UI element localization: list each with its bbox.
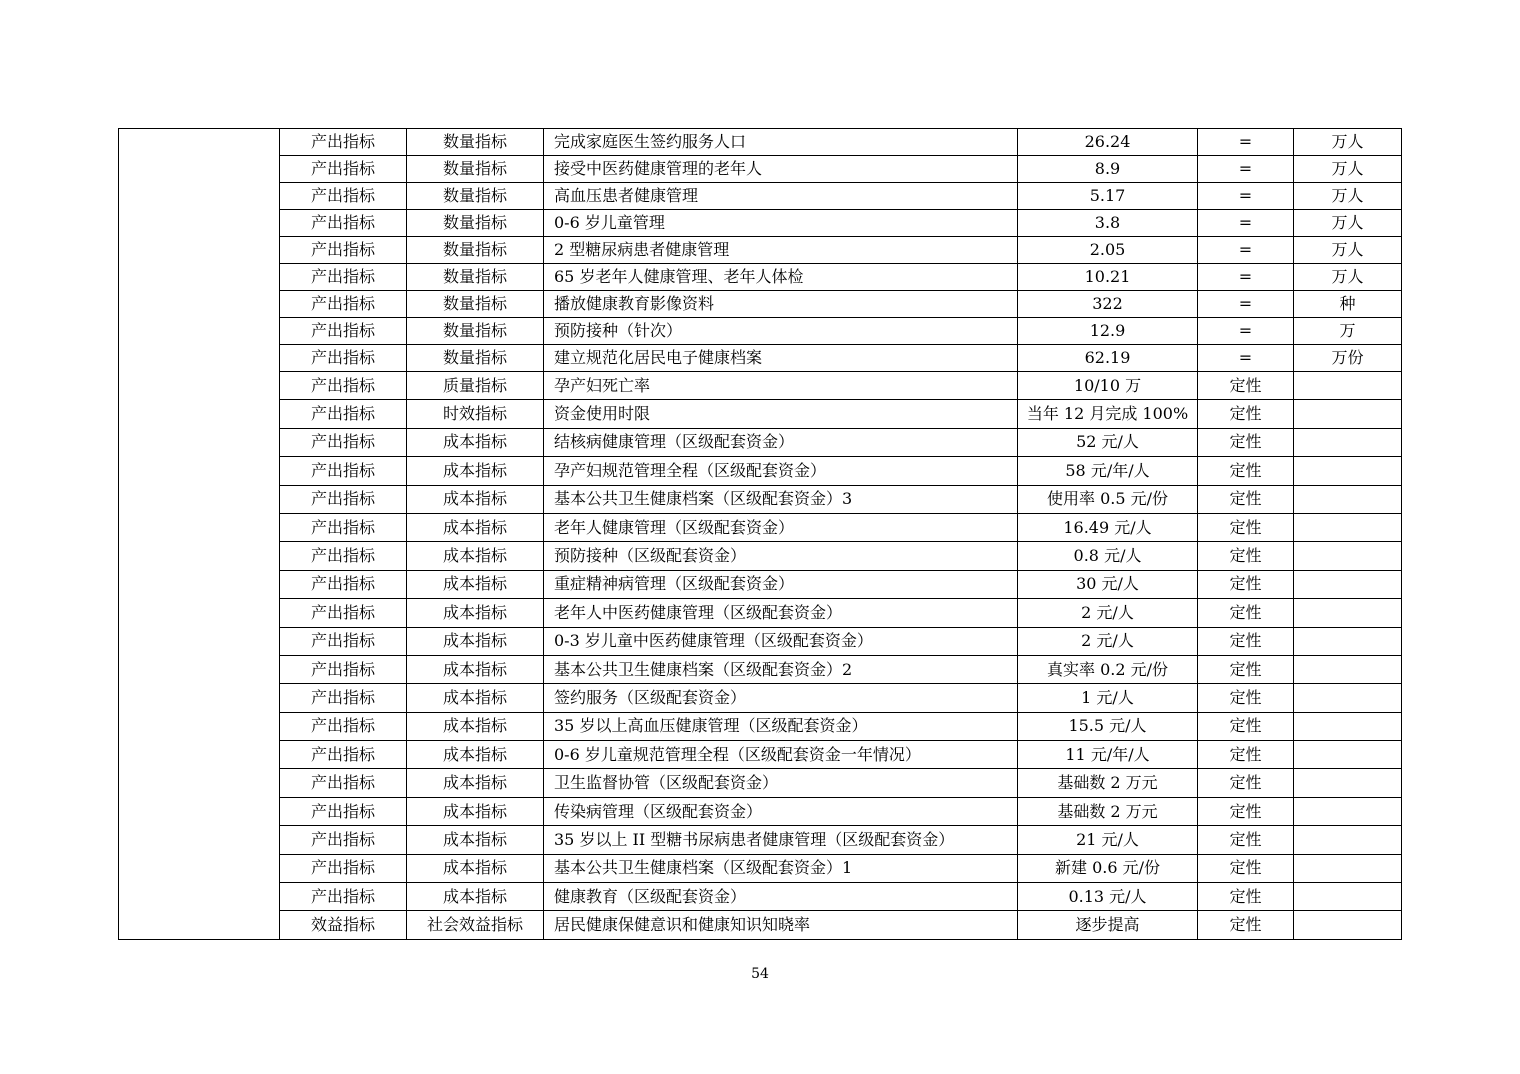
unit-cell bbox=[1294, 883, 1402, 911]
table-row bbox=[119, 318, 1402, 345]
level1-cell: 产出指标 bbox=[280, 741, 407, 769]
indicator-cell: 孕产妇死亡率 bbox=[544, 372, 1018, 400]
indicator-cell: 播放健康教育影像资料 bbox=[544, 291, 1018, 318]
indicator-cell: 结核病健康管理（区级配套资金） bbox=[544, 428, 1018, 456]
indicator-cell: 孕产妇规范管理全程（区级配套资金） bbox=[544, 457, 1018, 485]
level2-cell: 数量指标 bbox=[407, 291, 544, 318]
operator-cell: = bbox=[1198, 291, 1294, 318]
level1-cell: 产出指标 bbox=[280, 156, 407, 183]
operator-cell: = bbox=[1198, 264, 1294, 291]
table-row bbox=[119, 712, 1402, 740]
indicator-cell: 35 岁以上高血压健康管理（区级配套资金） bbox=[544, 712, 1018, 740]
level2-cell: 成本指标 bbox=[407, 655, 544, 683]
level1-cell: 产出指标 bbox=[280, 237, 407, 264]
operator-cell: 定性 bbox=[1198, 741, 1294, 769]
indicator-cell: 老年人健康管理（区级配套资金） bbox=[544, 513, 1018, 541]
level1-cell: 产出指标 bbox=[280, 428, 407, 456]
value-cell: 10.21 bbox=[1018, 264, 1198, 291]
operator-cell: = bbox=[1198, 183, 1294, 210]
value-cell: 使用率 0.5 元/份 bbox=[1018, 485, 1198, 513]
level2-cell: 成本指标 bbox=[407, 826, 544, 854]
table-row bbox=[119, 627, 1402, 655]
indicator-cell: 老年人中医药健康管理（区级配套资金） bbox=[544, 599, 1018, 627]
table-row bbox=[119, 485, 1402, 513]
level1-cell: 产出指标 bbox=[280, 769, 407, 797]
table-row bbox=[119, 854, 1402, 882]
unit-cell bbox=[1294, 684, 1402, 712]
indicator-cell: 完成家庭医生签约服务人口 bbox=[544, 129, 1018, 156]
level2-cell: 成本指标 bbox=[407, 570, 544, 598]
table-row bbox=[119, 210, 1402, 237]
level1-cell: 产出指标 bbox=[280, 712, 407, 740]
value-cell: 322 bbox=[1018, 291, 1198, 318]
operator-cell: = bbox=[1198, 345, 1294, 372]
table-row bbox=[119, 237, 1402, 264]
indicator-cell: 0-3 岁儿童中医药健康管理（区级配套资金） bbox=[544, 627, 1018, 655]
level2-cell: 数量指标 bbox=[407, 264, 544, 291]
level1-cell: 产出指标 bbox=[280, 183, 407, 210]
unit-cell bbox=[1294, 712, 1402, 740]
unit-cell bbox=[1294, 542, 1402, 570]
value-cell: 30 元/人 bbox=[1018, 570, 1198, 598]
level2-cell: 成本指标 bbox=[407, 513, 544, 541]
level1-cell: 产出指标 bbox=[280, 570, 407, 598]
unit-cell: 万人 bbox=[1294, 210, 1402, 237]
operator-cell: = bbox=[1198, 129, 1294, 156]
level2-cell: 成本指标 bbox=[407, 883, 544, 911]
table-row bbox=[119, 542, 1402, 570]
operator-cell: 定性 bbox=[1198, 655, 1294, 683]
level1-cell: 产出指标 bbox=[280, 797, 407, 825]
value-cell: 62.19 bbox=[1018, 345, 1198, 372]
level2-cell: 成本指标 bbox=[407, 797, 544, 825]
level2-cell: 成本指标 bbox=[407, 684, 544, 712]
level1-cell: 产出指标 bbox=[280, 129, 407, 156]
value-cell: 58 元/年/人 bbox=[1018, 457, 1198, 485]
operator-cell: 定性 bbox=[1198, 372, 1294, 400]
indicator-table-body bbox=[119, 129, 1402, 940]
table-row bbox=[119, 372, 1402, 400]
level2-cell: 成本指标 bbox=[407, 542, 544, 570]
indicator-cell: 接受中医药健康管理的老年人 bbox=[544, 156, 1018, 183]
unit-cell bbox=[1294, 769, 1402, 797]
value-cell: 5.17 bbox=[1018, 183, 1198, 210]
value-cell: 8.9 bbox=[1018, 156, 1198, 183]
level2-cell: 数量指标 bbox=[407, 210, 544, 237]
operator-cell: 定性 bbox=[1198, 684, 1294, 712]
table-row bbox=[119, 183, 1402, 210]
unit-cell: 种 bbox=[1294, 291, 1402, 318]
unit-cell bbox=[1294, 372, 1402, 400]
unit-cell: 万人 bbox=[1294, 156, 1402, 183]
level2-cell: 成本指标 bbox=[407, 769, 544, 797]
level2-cell: 质量指标 bbox=[407, 372, 544, 400]
level2-cell: 成本指标 bbox=[407, 712, 544, 740]
operator-cell: = bbox=[1198, 156, 1294, 183]
indicator-cell: 基本公共卫生健康档案（区级配套资金）1 bbox=[544, 854, 1018, 882]
level2-cell: 成本指标 bbox=[407, 457, 544, 485]
indicator-cell: 2 型糖尿病患者健康管理 bbox=[544, 237, 1018, 264]
level2-cell: 数量指标 bbox=[407, 318, 544, 345]
indicator-cell: 签约服务（区级配套资金） bbox=[544, 684, 1018, 712]
indicator-cell: 0-6 岁儿童规范管理全程（区级配套资金一年情况） bbox=[544, 741, 1018, 769]
table-row bbox=[119, 513, 1402, 541]
unit-cell: 万人 bbox=[1294, 237, 1402, 264]
operator-cell: 定性 bbox=[1198, 513, 1294, 541]
indicator-cell: 35 岁以上 II 型糖书尿病患者健康管理（区级配套资金） bbox=[544, 826, 1018, 854]
table-row bbox=[119, 156, 1402, 183]
level1-cell: 产出指标 bbox=[280, 854, 407, 882]
level2-cell: 成本指标 bbox=[407, 627, 544, 655]
level1-cell: 产出指标 bbox=[280, 513, 407, 541]
table-row bbox=[119, 345, 1402, 372]
level1-cell: 产出指标 bbox=[280, 826, 407, 854]
table-row bbox=[119, 129, 1402, 156]
value-cell: 16.49 元/人 bbox=[1018, 513, 1198, 541]
value-cell: 逐步提高 bbox=[1018, 911, 1198, 939]
operator-cell: = bbox=[1198, 318, 1294, 345]
level2-cell: 成本指标 bbox=[407, 741, 544, 769]
table-row bbox=[119, 826, 1402, 854]
indicator-table bbox=[118, 128, 1402, 940]
operator-cell: 定性 bbox=[1198, 826, 1294, 854]
table-row bbox=[119, 684, 1402, 712]
level2-cell: 成本指标 bbox=[407, 485, 544, 513]
operator-cell: 定性 bbox=[1198, 883, 1294, 911]
unit-cell bbox=[1294, 854, 1402, 882]
indicator-cell: 卫生监督协管（区级配套资金） bbox=[544, 769, 1018, 797]
operator-cell: 定性 bbox=[1198, 457, 1294, 485]
operator-cell: 定性 bbox=[1198, 911, 1294, 939]
level2-cell: 时效指标 bbox=[407, 400, 544, 428]
operator-cell: 定性 bbox=[1198, 400, 1294, 428]
level1-cell: 产出指标 bbox=[280, 655, 407, 683]
value-cell: 当年 12 月完成 100% bbox=[1018, 400, 1198, 428]
value-cell: 2 元/人 bbox=[1018, 599, 1198, 627]
unit-cell bbox=[1294, 599, 1402, 627]
operator-cell: 定性 bbox=[1198, 485, 1294, 513]
level2-cell: 成本指标 bbox=[407, 854, 544, 882]
table-row bbox=[119, 291, 1402, 318]
unit-cell bbox=[1294, 570, 1402, 598]
value-cell: 52 元/人 bbox=[1018, 428, 1198, 456]
operator-cell: = bbox=[1198, 210, 1294, 237]
value-cell: 10/10 万 bbox=[1018, 372, 1198, 400]
table-row bbox=[119, 457, 1402, 485]
table-row bbox=[119, 599, 1402, 627]
operator-cell: 定性 bbox=[1198, 570, 1294, 598]
level1-cell: 产出指标 bbox=[280, 345, 407, 372]
level1-cell: 产出指标 bbox=[280, 883, 407, 911]
value-cell: 0.13 元/人 bbox=[1018, 883, 1198, 911]
value-cell: 15.5 元/人 bbox=[1018, 712, 1198, 740]
table-row bbox=[119, 769, 1402, 797]
level1-cell: 产出指标 bbox=[280, 684, 407, 712]
indicator-cell: 预防接种（区级配套资金） bbox=[544, 542, 1018, 570]
level2-cell: 数量指标 bbox=[407, 183, 544, 210]
level1-cell: 产出指标 bbox=[280, 627, 407, 655]
value-cell: 3.8 bbox=[1018, 210, 1198, 237]
indicator-cell: 建立规范化居民电子健康档案 bbox=[544, 345, 1018, 372]
unit-cell bbox=[1294, 513, 1402, 541]
operator-cell: 定性 bbox=[1198, 599, 1294, 627]
unit-cell bbox=[1294, 826, 1402, 854]
unit-cell bbox=[1294, 400, 1402, 428]
unit-cell: 万人 bbox=[1294, 129, 1402, 156]
unit-cell bbox=[1294, 741, 1402, 769]
indicator-table-container bbox=[118, 128, 1401, 940]
level1-cell: 产出指标 bbox=[280, 485, 407, 513]
indicator-cell: 基本公共卫生健康档案（区级配套资金）3 bbox=[544, 485, 1018, 513]
unit-cell bbox=[1294, 457, 1402, 485]
level1-cell: 产出指标 bbox=[280, 542, 407, 570]
unit-cell bbox=[1294, 627, 1402, 655]
unit-cell bbox=[1294, 911, 1402, 939]
level1-cell: 效益指标 bbox=[280, 911, 407, 939]
indicator-cell: 居民健康保健意识和健康知识知晓率 bbox=[544, 911, 1018, 939]
operator-cell: 定性 bbox=[1198, 854, 1294, 882]
value-cell: 26.24 bbox=[1018, 129, 1198, 156]
level2-cell: 数量指标 bbox=[407, 129, 544, 156]
value-cell: 1 元/人 bbox=[1018, 684, 1198, 712]
indicator-cell: 资金使用时限 bbox=[544, 400, 1018, 428]
unit-cell bbox=[1294, 655, 1402, 683]
level1-cell: 产出指标 bbox=[280, 264, 407, 291]
indicator-cell: 65 岁老年人健康管理、老年人体检 bbox=[544, 264, 1018, 291]
indicator-cell: 重症精神病管理（区级配套资金） bbox=[544, 570, 1018, 598]
level1-cell: 产出指标 bbox=[280, 291, 407, 318]
unit-cell: 万人 bbox=[1294, 264, 1402, 291]
table-row bbox=[119, 400, 1402, 428]
table-row bbox=[119, 741, 1402, 769]
level2-cell: 数量指标 bbox=[407, 345, 544, 372]
indicator-cell: 高血压患者健康管理 bbox=[544, 183, 1018, 210]
page-number: 54 bbox=[751, 966, 769, 982]
level1-cell: 产出指标 bbox=[280, 599, 407, 627]
level1-cell: 产出指标 bbox=[280, 457, 407, 485]
table-row bbox=[119, 428, 1402, 456]
indicator-cell: 传染病管理（区级配套资金） bbox=[544, 797, 1018, 825]
indicator-cell: 预防接种（针次） bbox=[544, 318, 1018, 345]
operator-cell: 定性 bbox=[1198, 797, 1294, 825]
merged-blank-cell bbox=[119, 129, 280, 940]
table-row bbox=[119, 570, 1402, 598]
operator-cell: 定性 bbox=[1198, 769, 1294, 797]
indicator-cell: 0-6 岁儿童管理 bbox=[544, 210, 1018, 237]
value-cell: 0.8 元/人 bbox=[1018, 542, 1198, 570]
level1-cell: 产出指标 bbox=[280, 400, 407, 428]
value-cell: 11 元/年/人 bbox=[1018, 741, 1198, 769]
operator-cell: 定性 bbox=[1198, 542, 1294, 570]
level1-cell: 产出指标 bbox=[280, 318, 407, 345]
value-cell: 真实率 0.2 元/份 bbox=[1018, 655, 1198, 683]
table-row bbox=[119, 883, 1402, 911]
unit-cell: 万份 bbox=[1294, 345, 1402, 372]
operator-cell: 定性 bbox=[1198, 428, 1294, 456]
operator-cell: 定性 bbox=[1198, 627, 1294, 655]
level2-cell: 成本指标 bbox=[407, 428, 544, 456]
unit-cell bbox=[1294, 485, 1402, 513]
unit-cell: 万人 bbox=[1294, 183, 1402, 210]
level2-cell: 成本指标 bbox=[407, 599, 544, 627]
value-cell: 2.05 bbox=[1018, 237, 1198, 264]
table-row bbox=[119, 797, 1402, 825]
operator-cell: 定性 bbox=[1198, 712, 1294, 740]
operator-cell: = bbox=[1198, 237, 1294, 264]
indicator-cell: 基本公共卫生健康档案（区级配套资金）2 bbox=[544, 655, 1018, 683]
unit-cell: 万 bbox=[1294, 318, 1402, 345]
value-cell: 基础数 2 万元 bbox=[1018, 769, 1198, 797]
value-cell: 12.9 bbox=[1018, 318, 1198, 345]
table-row bbox=[119, 655, 1402, 683]
value-cell: 基础数 2 万元 bbox=[1018, 797, 1198, 825]
level1-cell: 产出指标 bbox=[280, 210, 407, 237]
value-cell: 2 元/人 bbox=[1018, 627, 1198, 655]
level2-cell: 社会效益指标 bbox=[407, 911, 544, 939]
table-row bbox=[119, 911, 1402, 939]
level2-cell: 数量指标 bbox=[407, 156, 544, 183]
level2-cell: 数量指标 bbox=[407, 237, 544, 264]
unit-cell bbox=[1294, 797, 1402, 825]
unit-cell bbox=[1294, 428, 1402, 456]
indicator-cell: 健康教育（区级配套资金） bbox=[544, 883, 1018, 911]
level1-cell: 产出指标 bbox=[280, 372, 407, 400]
value-cell: 新建 0.6 元/份 bbox=[1018, 854, 1198, 882]
table-row bbox=[119, 264, 1402, 291]
value-cell: 21 元/人 bbox=[1018, 826, 1198, 854]
